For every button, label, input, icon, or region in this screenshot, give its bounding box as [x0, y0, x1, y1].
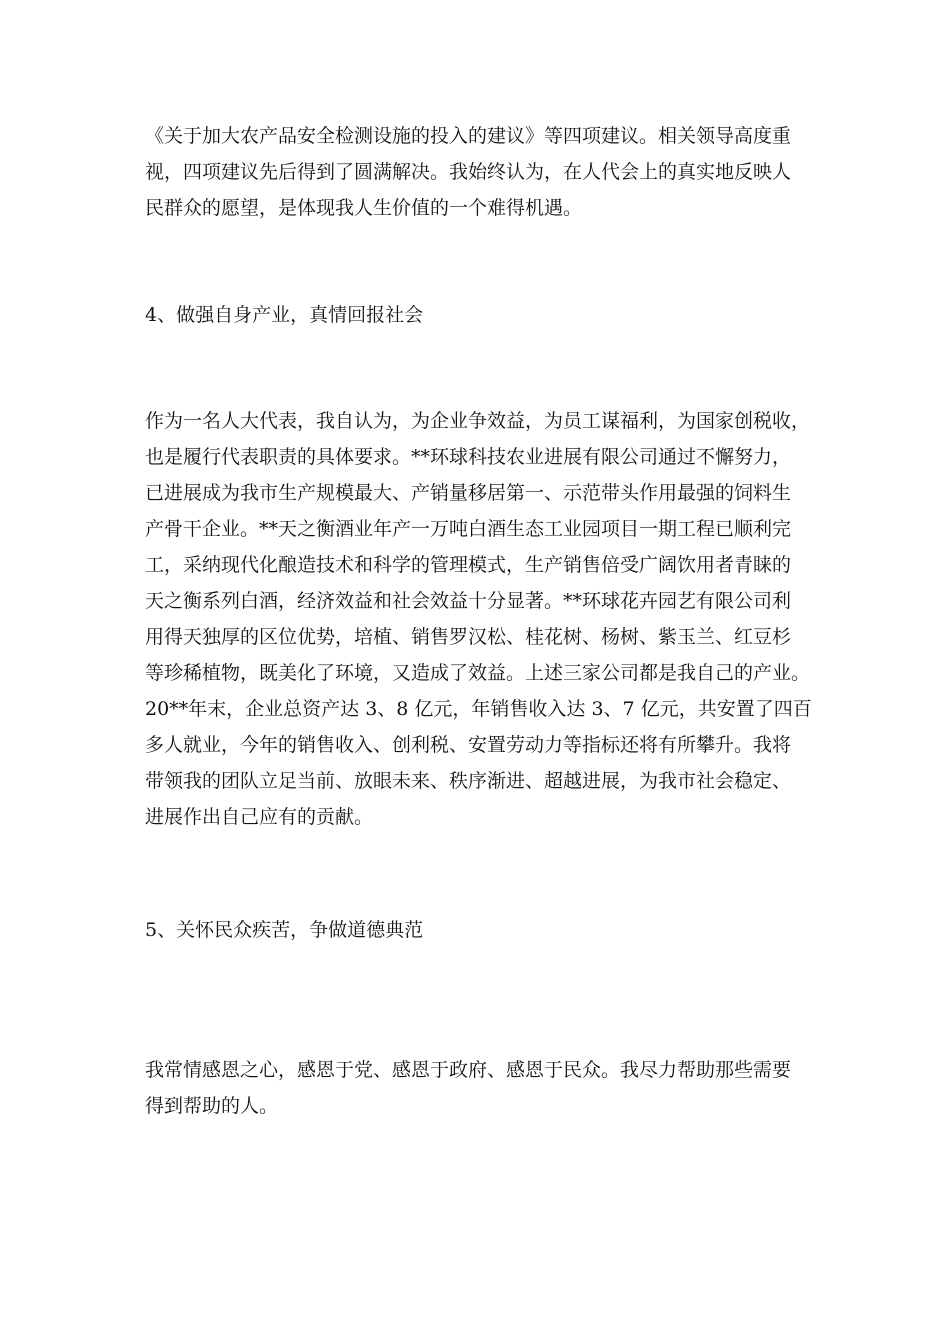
paragraph-line: 得到帮助的人。: [145, 1095, 279, 1117]
paragraph-line: 也是履行代表职责的具体要求。**环球科技农业进展有限公司通过不懈努力，: [145, 446, 792, 468]
paragraph-line: 《关于加大农产品安全检测设施的投入的建议》等四项建议。相关领导高度重: [145, 125, 792, 147]
paragraph-line: 带领我的团队立足当前、放眼未来、秩序渐进、超越进展，为我市社会稳定、: [145, 770, 792, 792]
paragraph-line: 民群众的愿望，是体现我人生价值的一个难得机遇。: [145, 197, 583, 219]
paragraph-line: 我常情感恩之心，感恩于党、感恩于政府、感恩于民众。我尽力帮助那些需要: [145, 1059, 792, 1081]
section-heading-5: 5、关怀民众疾苦，争做道德典范: [145, 919, 424, 941]
paragraph-line: 20**年末，企业总资产达 3、8 亿元，年销售收入达 3、7 亿元，共安置了四百: [145, 698, 812, 720]
paragraph-line: 用得天独厚的区位优势，培植、销售罗汉松、桂花树、杨树、紫玉兰、红豆杉: [145, 626, 792, 648]
paragraph-line: 天之衡系列白酒，经济效益和社会效益十分显著。**环球花卉园艺有限公司利: [145, 590, 792, 612]
paragraph-line: 多人就业，今年的销售收入、创利税、安置劳动力等指标还将有所攀升。我将: [145, 734, 792, 756]
paragraph-line: 进展作出自己应有的贡献。: [145, 806, 374, 828]
paragraph-line: 视，四项建议先后得到了圆满解决。我始终认为，在人代会上的真实地反映人: [145, 161, 792, 183]
section-heading-4: 4、做强自身产业，真情回报社会: [145, 304, 424, 326]
paragraph-line: 已进展成为我市生产规模最大、产销量移居第一、示范带头作用最强的饲料生: [145, 482, 792, 504]
paragraph-line: 作为一名人大代表，我自认为，为企业争效益，为员工谋福利，为国家创税收，: [145, 410, 811, 432]
paragraph-line: 工，采纳现代化酿造技术和科学的管理模式，生产销售倍受广阔饮用者青睐的: [145, 554, 792, 576]
paragraph-line: 等珍稀植物，既美化了环境，又造成了效益。上述三家公司都是我自己的产业。: [145, 662, 811, 684]
paragraph-line: 产骨干企业。**天之衡酒业年产一万吨白酒生态工业园项目一期工程已顺利完: [145, 518, 792, 540]
